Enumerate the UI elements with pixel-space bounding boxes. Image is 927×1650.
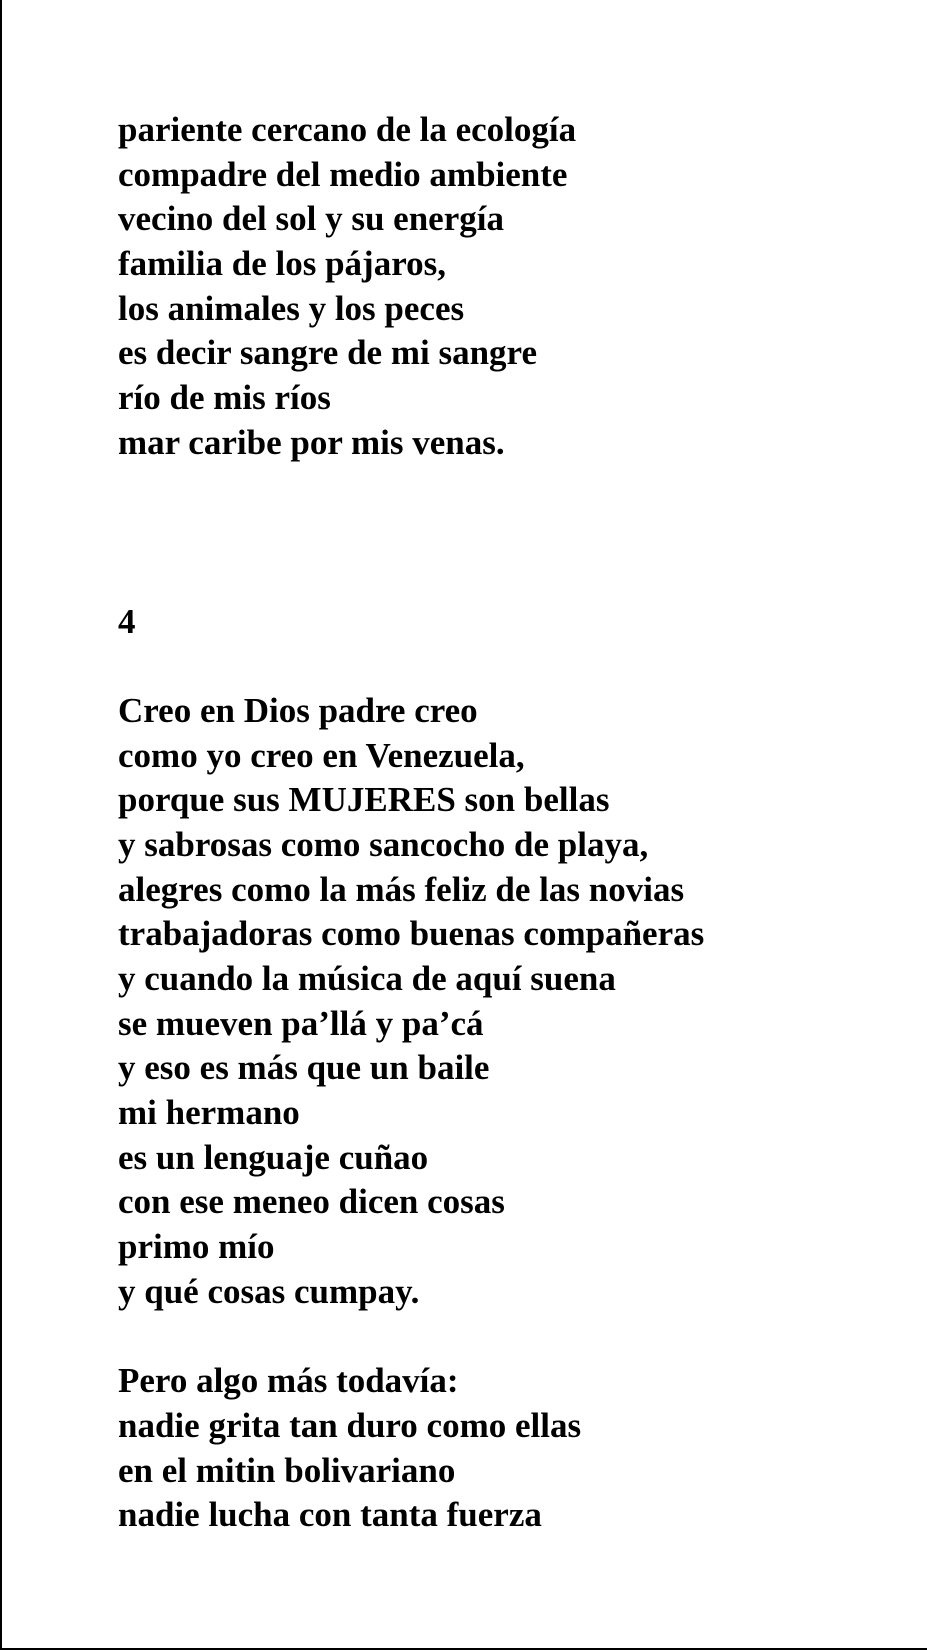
poem-line: primo mío [118,1227,275,1267]
poem-line: y cuando la música de aquí suena [118,959,616,998]
poem-line: pariente cercano de la ecología [118,110,577,149]
poem-line: mi hermano [118,1093,300,1133]
poem-line: se mueven pa’llá y pa’cá [118,1003,484,1043]
poem-line: con ese meneo dicen cosas [118,1182,505,1222]
stanza-1 [118,108,704,466]
stanza-spacer [118,644,704,689]
poem-line: nadie lucha con tanta fuerza [118,1495,542,1535]
poem-line: es un lenguaje cuñao [118,1137,429,1177]
poem-line: porque sus MUJERES son bellas [118,780,610,820]
poem-line: y sabrosas como sancocho de playa, [118,824,649,864]
poem-line: vecino del sol y su energía [118,199,504,239]
poem-line: compadre del medio ambiente [118,154,568,194]
poem-line: río de mis ríos [118,378,331,418]
stanza-2 [118,689,704,1315]
poem-line: y eso es más que un baile [118,1048,490,1088]
poem-line: es decir sangre de mi sangre [118,333,537,373]
poem-line: nadie grita tan duro como ellas [118,1405,582,1445]
poem-line: trabajadoras como buenas compañeras [118,914,705,954]
stanza-spacer [118,1315,704,1360]
poem-line: en el mitin bolivariano [118,1450,456,1490]
stanza-3 [118,1359,704,1538]
poem-line: los animales y los peces [118,288,465,328]
poem-line: Pero algo más todavía: [118,1361,459,1401]
poem-line: y qué cosas cumpay. [118,1271,420,1311]
poem-line: Creo en Dios padre creo [118,690,478,730]
poem-line: familia de los pájaros, [118,244,446,284]
stanza-spacer [118,466,704,600]
poem-line: mar caribe por mis venas. [118,422,505,462]
poem-line: alegres como la más feliz de las novias [118,869,685,909]
poem-line: como yo creo en Venezuela, [118,735,525,775]
poem-text [118,108,704,1538]
section-number: 4 [118,601,136,641]
